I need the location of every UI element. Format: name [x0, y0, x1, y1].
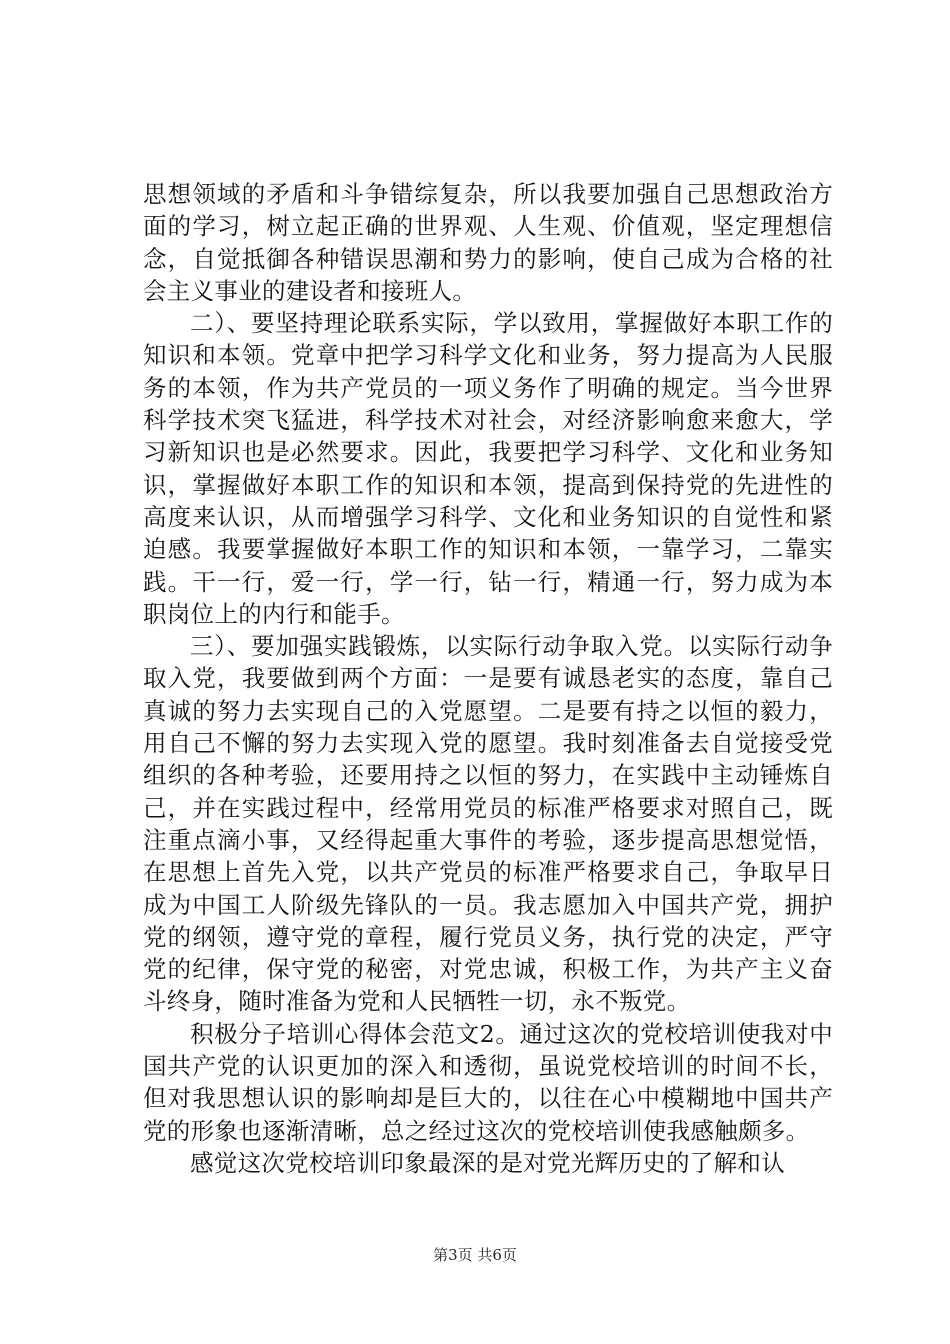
paragraph-4: 积极分子培训心得体会范文2。通过这次的党校培训使我对中国共产党的认识更加的深入和透彻，虽说党校培训的时间不长，但对我思想认识的影响却是巨大的，以往在心中模糊地中国共产党的形象也逐渐清晰，总之经过这次的党校培训使我感触颇多。 [143, 1019, 833, 1145]
page-footer [0, 1244, 950, 1265]
page-number-label: 第3页 共6页 [433, 1246, 517, 1264]
paragraph-3: 三）、要加强实践锻炼，以实际行动争取入党。以实际行动争取入党，我要做到两个方面：一是要有诚恳老实的态度，靠自己真诚的努力去实现自己的入党愿望。二是要有持之以恒的毅力，用自己不懈的努力去实现入党的愿望。我时刻准备去自觉接受党组织的各种考验，还要用持之以恒的努力，在实践中主动锤炼自己，并在实践过程中，经常用党员的标准严格要求对照自己，既注重点滴小事，又经得起重大事件的考验，逐步提高思想觉悟，在思想上首先入党，以共产党员的标准严格要求自己，争取早日成为中国工人阶级先锋队的一员。我志愿加入中国共产党，拥护党的纲领，遵守党的章程，履行党员义务，执行党的决定，严守党的纪律，保守党的秘密，对党忠诚，积极工作，为共产主义奋斗终身，随时准备为党和人民牺牲一切，永不叛党。 [143, 632, 833, 1016]
paragraph-1: 思想领域的矛盾和斗争错综复杂，所以我要加强自己思想政治方面的学习，树立起正确的世界观、人生观、价值观，坚定理想信念，自觉抵御各种错误思潮和势力的影响，使自己成为合格的社会主义事业的建设者和接班人。 [143, 180, 833, 305]
paragraph-5: 感觉这次党校培训印象最深的是对党光辉历史的了解和认 [190, 1148, 785, 1177]
paragraph-2: 二）、要坚持理论联系实际，学以致用，掌握做好本职工作的知识和本领。党章中把学习科学文化和业务，努力提高为人民服务的本领，作为共产党员的一项义务作了明确的规定。当今世界科学技术突飞猛进，科学技术对社会，对经济影响愈来愈大，学习新知识也是必然要求。因此，我要把学习科学、文化和业务知识，掌握做好本职工作的知识和本领，提高到保持党的先进性的高度来认识，从而增强学习科学、文化和业务知识的自觉性和紧迫感。我要掌握做好本职工作的知识和本领，一靠学习，二靠实践。干一行，爱一行，学一行，钻一行，精通一行，努力成为本职岗位上的内行和能手。 [143, 309, 833, 628]
document-body [143, 178, 833, 1179]
